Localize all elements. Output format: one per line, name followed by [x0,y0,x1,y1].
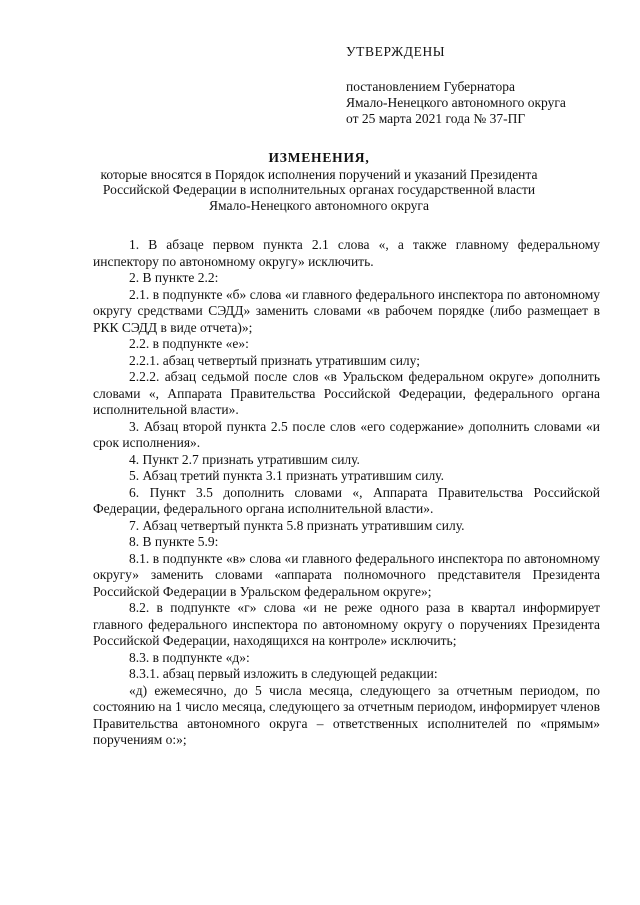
paragraph-8-3-1: 8.3.1. абзац первый изложить в следующей редакции: [129,666,438,681]
title-line: которые вносятся в Порядок исполнения поручений и указаний Президента [100,166,538,182]
paragraph-quote-d: «д) ежемесячно, до 5 числа месяца, следующего за отчетным периодом, по состоянию на 1 число месяца, следующего за отчетным периодом, информирует членов Правительства автономного округа – ответственных исполнителей по «прямым» поручениям о:»; [93,682,600,747]
paragraph-8: 8. В пункте 5.9: [129,534,219,549]
title-line: Российской Федерации в исполнительных органах государственной власти [102,182,536,197]
approval-line: от 25 марта 2021 года № 37-ПГ [346,111,526,126]
paragraph-1: 1. В абзаце первом пункта 2.1 слова «, а также главному федеральному инспектору по автономному округу» исключить. [93,237,600,269]
approval-line: постановлением Губернатора [346,79,515,94]
title-line: Ямало-Ненецкого автономного округа [209,197,429,213]
document-title-block [60,150,578,213]
approval-line: Ямало-Ненецкого автономного округа [346,95,566,110]
document-title: ИЗМЕНЕНИЯ, [268,150,370,165]
paragraph-4: 4. Пункт 2.7 признать утратившим силу. [129,451,360,467]
paragraph-8-2: 8.2. в подпункте «г» слова «и не реже одного раза в квартал информирует главного федерального инспектора по автономному округу о поручениях Президента Российской Федерации, находящихся на контроле» исключить; [93,600,600,648]
paragraph-8-3: 8.3. в подпункте «д»: [129,649,250,665]
paragraph-5: 5. Абзац третий пункта 3.1 признать утратившим силу. [129,468,444,483]
paragraph-8-1: 8.1. в подпункте «в» слова «и главного федерального инспектора по автономному округу» заменить словами «аппарата полномочного представителя Президента Российской Федерации в Уральском федеральном округе»; [93,550,600,599]
approval-block [346,44,616,127]
paragraph-2-2-1: 2.2.1. абзац четвертый признать утратившим силу; [129,352,420,368]
paragraph-2: 2. В пункте 2.2: [129,270,219,285]
paragraph-2-2-2: 2.2.2. абзац седьмой после слов «в Уральском федеральном округе» дополнить словами «, Аппарата Правительства Российской Федерации, федерального органа исполнительной власти». [93,369,600,417]
paragraph-2-2: 2.2. в подпункте «е»: [129,336,249,351]
paragraph-2-1: 2.1. в подпункте «б» слова «и главного федерального инспектора по автономному округу средствами СЭДД» заменить словами «в рабочем порядке (либо размещает в РКК СЭДД в виде отчета)»; [93,286,600,335]
approval-heading: УТВЕРЖДЕНЫ [346,44,446,59]
paragraph-6: 6. Пункт 3.5 дополнить словами «, Аппарата Правительства Российской Федерации, федерального органа исполнительной власти». [93,484,600,516]
paragraph-3: 3. Абзац второй пункта 2.5 после слов «его содержание» дополнить словами «и срок исполнения». [93,418,600,450]
paragraph-7: 7. Абзац четвертый пункта 5.8 признать утратившим силу. [129,517,465,533]
document-body [93,237,600,749]
